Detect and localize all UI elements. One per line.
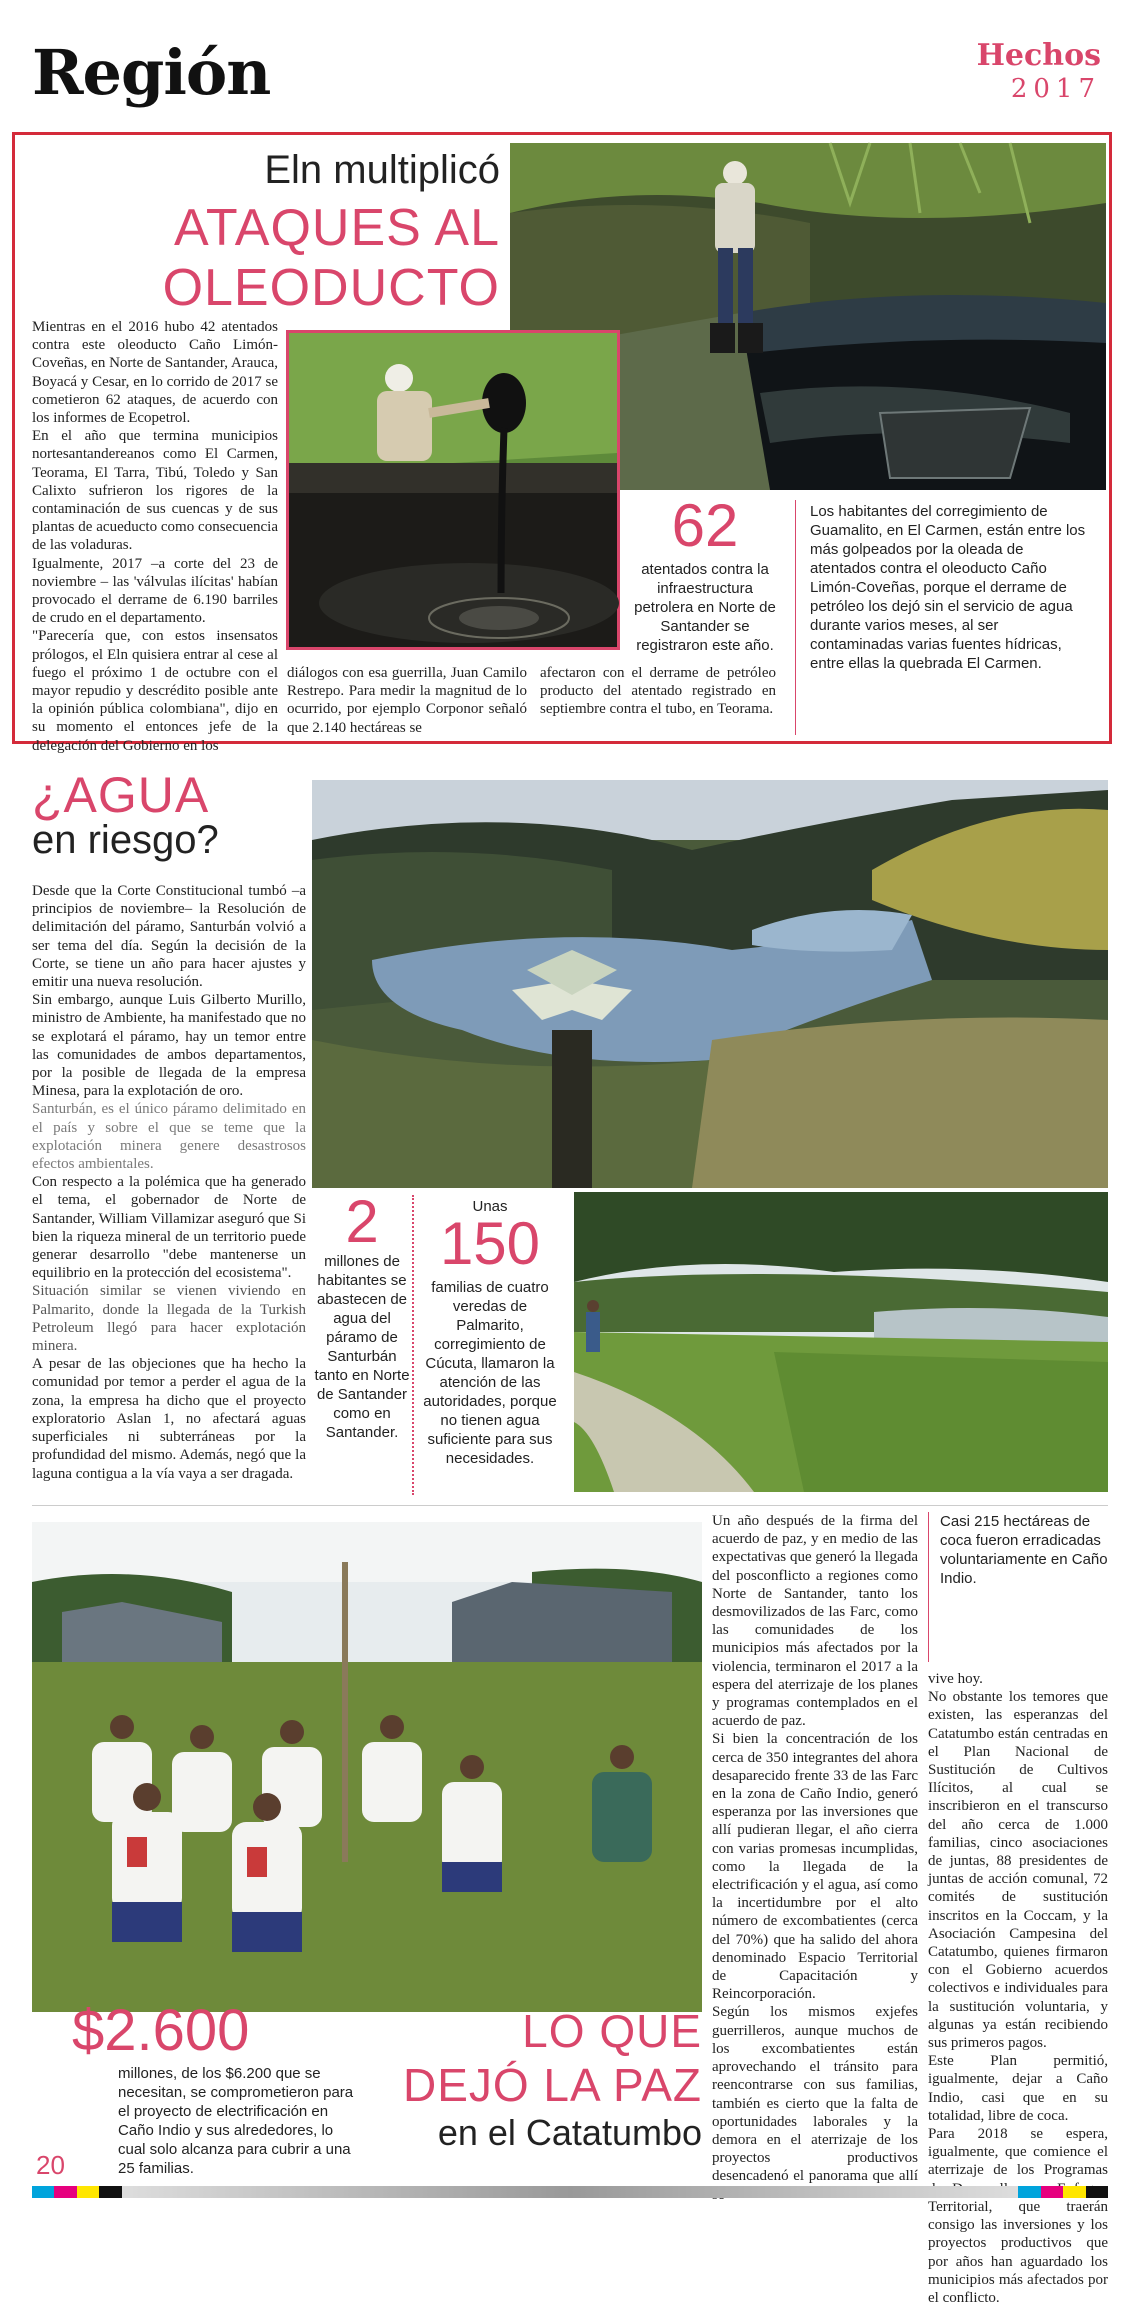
story3-paragraph: No obstante los temores que existen, las esperanzas del Catatumbo están centradas en el Plan Nacional de Sustitución de Cultivos Ilícitos, al cual se inscribieron en el transcurso del año cerca de 1.000 familias, cinco asociaciones de juntas, 88 presidentes de juntas de acción comunal, 72 comités de sustitución inscritos en la Coccam, y la Asociación Campesina del Catatumbo, quienes firmaron con el Gobierno acuerdos colectivos e individuales para la sustitución voluntaria, y algunas ya están recibiendo sus primeros pagos.: [928, 1689, 1108, 2052]
story2-headline-line1: ¿AGUA: [32, 767, 210, 823]
story3-stat-number: $2.600: [72, 1998, 250, 2063]
story1-body-col2: diálogos con esa guerrilla, Juan Camilo Restrepo. Para medir la magnitud de lo ocurrido, por ejemplo Corponor señaló que 2.140 hectáreas se: [287, 665, 527, 736]
story2-paragraph: Situación similar se vienen viviendo en Palmarito, donde la llegada de la Turkish Petroleum llegó para hacer explotación minera.: [32, 1283, 306, 1355]
story2-stat2-number: 150: [439, 1210, 541, 1277]
story3-stat-text: millones, de los $6.200 que se necesitan, se comprometieron para el proyecto de electrificación en Caño Indio y sus alrededores, lo cual solo alcanza para cubrir a una 25 familias.: [118, 2065, 354, 2177]
story2-stat2-pre: Unas: [472, 1198, 508, 1215]
story1-paragraph: Mientras en el 2016 hubo 42 atentados contra este oleoducto Caño Limón-Coveñas, en Norte de Santander, Arauca, Boyacá y Cesar, en lo corrido de 2017 se cometieron 62 ataques, de acuerdo con los informes de Ecopetrol.: [32, 319, 278, 427]
story1-paragraph: En el año que termina municipios nortesantandereanos como El Carmen, Teorama, El Tarra, Tibú, Toledo y San Calixto sufrieron los rigores de la contaminación de sus cuencas y de sus plantas de acueducto como consecuencia de las voladuras.: [32, 428, 278, 554]
story1-stat-number: 62: [671, 492, 739, 559]
story2-paragraph: Santurbán, es el único páramo delimitado en el país y sobre el que se teme que la explotación minera genere desastrosos efectos ambientales.: [32, 1101, 306, 1173]
story2-stat1-divider: [412, 1195, 414, 1495]
catatumbo-gathering-photo: [32, 1522, 702, 2012]
story1-side-text: Los habitantes del corregimiento de Guamalito, en El Carmen, están entre los más golpeados por la oleada de atentados contra el oleoducto Caño Limón-Coveñas, porque el derrame de petróleo los dejó sin el servicio de agua durante varios meses, al ser contaminadas varias fuentes hídricas, entre ellas la quebrada El Carmen.: [810, 503, 1086, 672]
story3-side-divider: [928, 1512, 929, 1662]
page-number: 20: [36, 2150, 65, 2180]
brand-name: Hechos: [976, 38, 1101, 73]
story1-paragraph: Igualmente, 2017 –a corte del 23 de noviembre – las 'válvulas ilícitas' habían provocado el derrame de 6.190 barriles de crudo en el departamento.: [32, 555, 278, 627]
oil-bucket-photo: [286, 330, 620, 650]
color-bar: [32, 2186, 1108, 2198]
story3-side-box: Casi 215 hectáreas de coca fueron erradicadas voluntariamente en Caño Indio.: [940, 1513, 1108, 1587]
brand-year: 2017: [1010, 74, 1101, 104]
palmarito-lagoon-photo: [574, 1192, 1108, 1492]
story1-headline-line1: ATAQUES AL: [174, 199, 500, 257]
story3-paragraph: Un año después de la firma del acuerdo de paz, y en medio de las expectativas que generó la llegada del posconflicto a regiones como Norte de Santander, tanto los desmovilizados de las Farc, como las comunidades de los municipios más afectados por la violencia, terminaron el 2017 a la espera del aterrizaje de los planes y programas contemplados en el acuerdo de paz.: [712, 1513, 918, 1730]
story3-paragraph: Este Plan permitió, igualmente, dejar a Caño Indio, casi que en su totalidad, libre de coca.: [928, 2053, 1108, 2124]
story2-paragraph: Desde que la Corte Constitucional tumbó –a principios de noviembre– la Resolución de delimitación del páramo, Santurbán volvió a ser tema del día. Según la decisión de la Corte, se tiene un año para hacer ajustes y emitir una nueva resolución.: [32, 883, 306, 991]
section-divider: [32, 1505, 1108, 1506]
story3-paragraph: vive hoy.: [928, 1671, 983, 1687]
section-title: Región: [32, 36, 271, 109]
story2-stat2-text: familias de cuatro veredas de Palmarito, corregimiento de Cúcuta, llamaron la atención de las autoridades, porque no tienen agua suficiente para sus necesidades.: [423, 1279, 557, 1467]
story3-body-col2: [928, 1670, 1108, 2307]
story2-body: [32, 882, 306, 1483]
story3-body-col1: [712, 1512, 918, 2204]
story2-paragraph: A pesar de las objeciones que ha hecho la comunidad por temor a perder el agua de la zona, la empresa ha dicho que el proyecto exploratorio Aslan 1, no afectará aguas superficiales ni subterráneas por la profundidad del mismo. Además, negó que la laguna contigua a la vía vaya a ser dragada.: [32, 1356, 306, 1482]
story1-side-divider: [795, 500, 796, 735]
story1-body-col1: [32, 318, 278, 755]
story3-headline-line3: en el Catatumbo: [437, 2112, 702, 2153]
story1-stat-text: atentados contra la infraestructura petrolera en Norte de Santander se registraron este año.: [634, 561, 776, 654]
story2-headline-line2: en riesgo?: [32, 818, 219, 862]
story2-paragraph: Con respecto a la polémica que ha generado el tema, el gobernador de Norte de Santander, William Villamizar aseguró que Si bien la riqueza mineral de un territorio puede generar desarrollo "debe mantenerse un equilibrio en la protección del ecosistema".: [32, 1174, 306, 1282]
story3-paragraph: Si bien la concentración de los cerca de 350 integrantes del ahora desaparecido frente 33 de las Farc en la zona de Caño Indio, generó esperanza por las inversiones que allí pudieran llegar, el año cierra con varias promesas incumplidas, como la llegada de la electrificación y el agua, así como la incertidumbre por el alto número de excombatientes (cerca del 70%) que ha salido del ahora denominado Espacio Territorial de Capacitación y Reincorporación.: [712, 1731, 918, 2003]
story1-kicker: Eln multiplicó: [264, 148, 500, 192]
story1-paragraph: "Parecería que, con estos insensatos prólogos, el Eln quisiera entrar al cese al fuego el próximo 1 de octubre con el mayor repudio y descrédito posible ante la opinión pública colombiana", dijo en su momento el entonces jefe de la delegación del Gobierno en los: [32, 628, 278, 754]
story3-headline-line2: DEJÓ LA PAZ: [402, 2059, 702, 2111]
story1-headline-line2: OLEODUCTO: [162, 259, 500, 317]
story3-paragraph: Según los mismos exjefes guerrilleros, aunque muchos de los excombatientes están aprovechando el tránsito para reencontrarse con sus familias, también es cierto que la falta de oportunidades laborales y la demora en el aterrizaje de los proyectos productivos desencadenó el panorama que allí: [712, 2004, 918, 2185]
story1-body-col3: afectaron con el derrame de petróleo producto del atentado registrado en septiembre contra el tubo, en Teorama.: [540, 665, 776, 718]
story3-paragraph: Para 2018 se espera, igualmente, que comience el aterrizaje de los Programas Territorial, que traerán consigo las inversiones y los proyectos productivos que por años han aguardado los municipios más afectados por el conflicto.: [928, 2126, 1108, 2306]
story2-stat1-number: 2: [345, 1188, 379, 1255]
story2-paragraph: Sin embargo, aunque Luis Gilberto Murillo, ministro de Ambiente, ha manifestado que no se explotará el páramo, hay un temor entre las comunidades de ambos departamentos, por la posible de llegada de la empresa Minesa, para la explotación de oro.: [32, 992, 306, 1100]
paramo-landscape-photo: [312, 780, 1108, 1188]
story3-headline-line1: LO QUE: [522, 2005, 702, 2057]
story2-stat1-text: millones de habitantes se abastecen de agua del páramo de Santurbán tanto en Norte de Santander como en Santander.: [314, 1253, 410, 1441]
